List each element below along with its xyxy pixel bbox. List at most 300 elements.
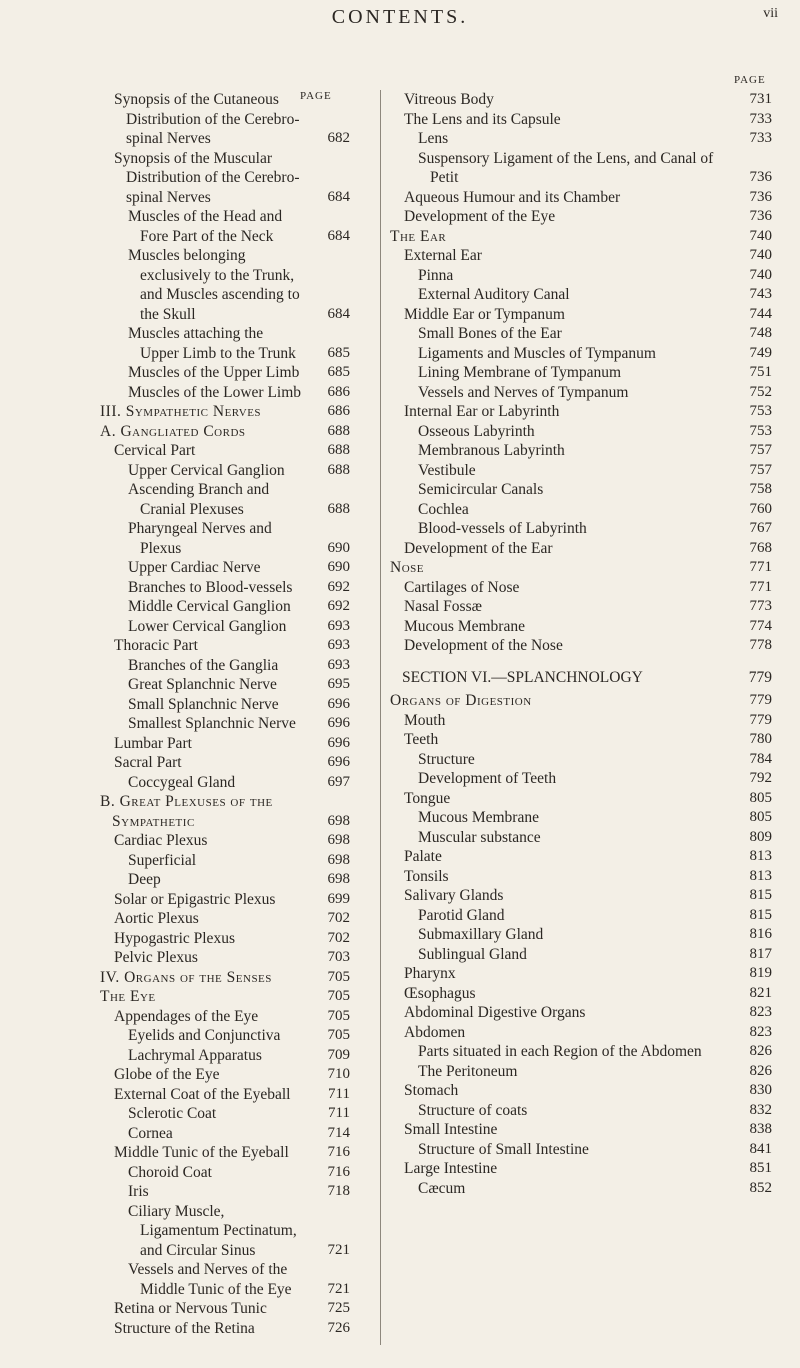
toc-entry-page: 696 <box>327 715 350 731</box>
toc-entry-title: Iris <box>128 1183 149 1200</box>
toc-entry-page: 721 <box>327 1241 350 1258</box>
toc-entry-page: 740 <box>749 266 772 283</box>
toc-entry-page: 690 <box>327 559 350 575</box>
toc-entry <box>112 480 350 519</box>
toc-entry-title: A. Gangliated Cords <box>100 422 246 440</box>
toc-entry-title: Retina or Nervous Tunic <box>114 1300 267 1317</box>
toc-entry-page: 684 <box>327 227 350 244</box>
toc-entry-title: Membranous Labyrinth <box>418 442 565 459</box>
toc-entry-page: 685 <box>327 344 350 361</box>
toc-entry <box>100 402 350 422</box>
toc-entry-page: 832 <box>749 1101 772 1118</box>
toc-entry <box>402 539 772 559</box>
toc-entry-title: Branches of the Ganglia <box>128 656 279 674</box>
toc-entry-page: 751 <box>749 364 772 380</box>
toc-entry-page: 688 <box>327 442 350 458</box>
toc-entry-page: 757 <box>749 442 772 458</box>
toc-entry-page: 780 <box>749 731 772 747</box>
toc-entry-title: Sclerotic Coat <box>128 1105 217 1122</box>
toc-entry-title: Lining Membrane of Tympanum <box>418 364 622 381</box>
toc-entry-title: Upper Cervical Ganglion <box>128 461 285 479</box>
toc-entry <box>402 711 772 731</box>
toc-entry-title: Cæcum <box>418 1179 466 1197</box>
toc-entry-page: 779 <box>749 711 772 728</box>
toc-entry <box>112 324 350 363</box>
page-column-label-right: PAGE <box>734 74 766 86</box>
toc-entry-page: 819 <box>749 965 772 981</box>
toc-entry <box>112 1319 350 1339</box>
toc-entry-title: Osseous Labyrinth <box>418 422 535 440</box>
toc-entry-title: Appendages of the Eye <box>114 1007 259 1025</box>
toc-entry-page: 688 <box>327 500 350 517</box>
toc-entry <box>112 617 350 637</box>
toc-entry <box>112 929 350 949</box>
toc-entry <box>100 987 350 1007</box>
toc-entry <box>402 207 772 227</box>
toc-entry-page: 815 <box>749 906 772 923</box>
toc-entry-title: Cartilages of Nose <box>404 578 520 596</box>
toc-entry-page: 805 <box>749 789 772 806</box>
toc-entry-title: The Eye <box>100 988 156 1005</box>
toc-entry-title: Submaxillary Gland <box>418 926 544 943</box>
toc-entry-page: 792 <box>749 770 772 786</box>
toc-entry-page: 826 <box>749 1062 772 1079</box>
toc-entry-title: Mucous Membrane <box>418 809 539 826</box>
toc-entry-title: Muscles of the Upper Limb <box>128 364 300 381</box>
toc-entry <box>100 422 350 442</box>
toc-entry-title: The Peritoneum <box>418 1062 518 1080</box>
toc-entry-title: III. Sympathetic Nerves <box>100 403 262 420</box>
toc-entry-page: 767 <box>749 520 772 536</box>
toc-entry-page: 705 <box>327 968 350 985</box>
toc-entry <box>112 461 350 481</box>
toc-entry <box>402 441 772 461</box>
toc-entry-title: Superficial <box>128 851 197 869</box>
toc-entry <box>402 1179 772 1199</box>
toc-entry-title: External Ear <box>404 247 482 264</box>
toc-entry-page: 718 <box>327 1183 350 1199</box>
toc-entry-title: Pinna <box>418 266 454 284</box>
toc-entry <box>112 714 350 734</box>
toc-entry-page: 731 <box>749 91 772 107</box>
toc-entry <box>112 890 350 910</box>
toc-entry-title: Parotid Gland <box>418 906 505 924</box>
toc-entry <box>112 597 350 617</box>
toc-entry <box>402 422 772 442</box>
toc-entry-page: 684 <box>327 305 350 322</box>
toc-entry-title: Vessels and Nerves of Tympanum <box>418 383 629 401</box>
toc-entry <box>402 789 772 809</box>
toc-entry-title: Sublingual Gland <box>418 945 527 963</box>
toc-entry-page: 714 <box>327 1124 350 1141</box>
toc-entry-title: Lens <box>418 130 449 147</box>
toc-entry <box>402 964 772 984</box>
toc-entry <box>112 519 350 558</box>
toc-entry-page: 838 <box>749 1121 772 1137</box>
toc-entry <box>112 753 350 773</box>
toc-entry-page: 821 <box>749 984 772 1001</box>
toc-entry-title: Stomach <box>404 1082 459 1099</box>
toc-entry-page: 736 <box>749 208 772 224</box>
toc-entry-page: 702 <box>327 910 350 926</box>
toc-entry-page: 696 <box>327 695 350 712</box>
toc-left-column <box>100 90 350 1338</box>
toc-entry <box>402 906 772 926</box>
toc-entry <box>112 1182 350 1202</box>
toc-entry-page: 823 <box>749 1004 772 1020</box>
toc-entry <box>402 984 772 1004</box>
page-column-label-left: PAGE <box>300 90 332 102</box>
toc-entry-title: Vessels and Nerves of the Middle Tunic of the Eye <box>128 1261 292 1298</box>
toc-entry <box>402 1159 772 1179</box>
toc-entry <box>112 1085 350 1105</box>
toc-entry-title: Small Splanchnic Nerve <box>128 695 279 713</box>
toc-entry-title: Ascending Branch and Cranial Plexuses <box>128 481 270 518</box>
toc-entry <box>402 597 772 617</box>
column-divider <box>380 90 381 1345</box>
toc-entry-page: 726 <box>327 1319 350 1336</box>
toc-entry-page: 773 <box>749 598 772 614</box>
toc-entry-page: 779 <box>749 692 772 708</box>
toc-entry-page: 688 <box>327 461 350 478</box>
toc-entry-page: 809 <box>749 828 772 845</box>
toc-entry-title: The Lens and its Capsule <box>404 110 561 128</box>
toc-entry-title: Synopsis of the Muscular Distribution of the Cerebro-spinal Nerves <box>114 149 300 206</box>
toc-entry-page: 725 <box>327 1300 350 1316</box>
toc-entry-page: 721 <box>327 1280 350 1297</box>
toc-entry-title: Mouth <box>404 711 446 729</box>
toc-entry-title: Vestibule <box>418 461 476 479</box>
toc-entry-page: 749 <box>749 344 772 361</box>
toc-entry <box>402 847 772 867</box>
toc-entry-page: 695 <box>327 676 350 692</box>
toc-entry-title: Structure <box>418 750 475 768</box>
toc-entry-title: External Coat of the Eyeball <box>114 1085 291 1103</box>
toc-entry <box>390 558 772 578</box>
toc-entry-title: Semicircular Canals <box>418 481 544 498</box>
toc-entry-title: Muscles belonging exclusively to the Trunk, and Muscles ascending to the Skull <box>128 247 300 323</box>
toc-entry-page: 743 <box>749 286 772 302</box>
toc-entry-title: Small Intestine <box>404 1121 498 1138</box>
toc-entry-title: Abdomen <box>404 1023 466 1041</box>
toc-entry-page: 852 <box>749 1179 772 1196</box>
toc-entry-page: 716 <box>327 1163 350 1180</box>
toc-entry <box>402 110 772 130</box>
toc-entry-title: Coccygeal Gland <box>128 773 236 791</box>
toc-entry <box>112 948 350 968</box>
toc-entry <box>112 246 350 324</box>
toc-entry-page: 841 <box>749 1140 772 1157</box>
toc-entry <box>112 1065 350 1085</box>
toc-entry-title: Development of the Nose <box>404 637 563 654</box>
toc-entry-title: Solar or Epigastric Plexus <box>114 890 276 908</box>
toc-entry-title: Large Intestine <box>404 1160 498 1177</box>
toc-entry-page: 703 <box>327 949 350 965</box>
toc-entry <box>402 1042 772 1062</box>
toc-entry-page: 709 <box>327 1046 350 1063</box>
toc-entry <box>402 149 772 188</box>
toc-entry <box>402 808 772 828</box>
toc-entry <box>402 1023 772 1043</box>
toc-entry <box>112 734 350 754</box>
toc-entry-page: 705 <box>327 988 350 1004</box>
toc-entry-page: 692 <box>327 578 350 595</box>
toc-entry-title: Palate <box>404 848 442 865</box>
toc-entry-title: Muscles attaching the Upper Limb to the Trunk <box>128 325 296 362</box>
toc-entry-page: 830 <box>749 1082 772 1098</box>
toc-entry-title: Pharyngeal Nerves and Plexus <box>128 520 272 557</box>
toc-entry-title: Lumbar Part <box>114 734 192 752</box>
toc-entry-title: Mucous Membrane <box>404 617 525 635</box>
toc-entry <box>112 1124 350 1144</box>
toc-entry-title: Lower Cervical Ganglion <box>128 617 287 635</box>
toc-entry-page: 817 <box>749 945 772 962</box>
toc-entry-page: 688 <box>327 422 350 439</box>
toc-entry-page: 696 <box>327 734 350 751</box>
toc-entry <box>112 870 350 890</box>
toc-entry <box>112 383 350 403</box>
toc-entry-page: 697 <box>327 773 350 790</box>
toc-entry-title: Sacral Part <box>114 754 182 771</box>
toc-entry-page: 699 <box>327 890 350 907</box>
toc-entry <box>402 188 772 208</box>
toc-entry <box>402 363 772 383</box>
toc-entry <box>112 578 350 598</box>
toc-entry-title: Thoracic Part <box>114 637 198 654</box>
toc-entry-title: Structure of Small Intestine <box>418 1140 589 1158</box>
toc-entry <box>112 656 350 676</box>
toc-entry <box>402 867 772 887</box>
toc-entry <box>112 149 350 208</box>
toc-entry <box>112 1046 350 1066</box>
toc-entry-page: 705 <box>327 1007 350 1024</box>
toc-entry-page: 771 <box>749 559 772 575</box>
toc-entry <box>402 305 772 325</box>
toc-entry-title: External Auditory Canal <box>418 286 570 303</box>
toc-entry-title: Middle Tunic of the Eyeball <box>114 1144 289 1161</box>
toc-entry <box>112 1007 350 1027</box>
toc-entry-page: 736 <box>749 188 772 205</box>
toc-entry <box>402 636 772 656</box>
toc-entry <box>402 769 772 789</box>
toc-entry-page: 771 <box>749 578 772 595</box>
toc-entry <box>112 1104 350 1124</box>
toc-entry-page: 698 <box>327 832 350 848</box>
toc-entry-page: 757 <box>749 461 772 478</box>
toc-entry-title: Muscular substance <box>418 828 541 846</box>
page-header <box>0 0 800 40</box>
toc-entry-page: 705 <box>327 1027 350 1043</box>
toc-entry <box>112 851 350 871</box>
toc-entry-page: 815 <box>749 887 772 903</box>
toc-entry-title: Great Splanchnic Nerve <box>128 676 277 693</box>
toc-entry <box>402 519 772 539</box>
toc-entry-page: 826 <box>749 1043 772 1059</box>
toc-entry-title: Eyelids and Conjunctiva <box>128 1027 281 1044</box>
toc-entry-title: Pelvic Plexus <box>114 949 198 966</box>
toc-entry <box>112 1299 350 1319</box>
toc-entry <box>390 691 772 711</box>
toc-entry <box>402 461 772 481</box>
toc-entry-page: 692 <box>327 598 350 614</box>
toc-entry <box>402 578 772 598</box>
toc-entry-page: 805 <box>749 809 772 825</box>
toc-entry <box>402 129 772 149</box>
toc-entry-title: Nasal Fossæ <box>404 598 482 615</box>
toc-entry-title: Cornea <box>128 1124 173 1142</box>
toc-entry-page: 733 <box>749 130 772 146</box>
toc-entry-title: Structure of coats <box>418 1101 528 1119</box>
toc-entry-page: 733 <box>749 110 772 127</box>
toc-entry-title: Synopsis of the Cutaneous Distribution of the Cerebro-spinal Nerves <box>114 91 300 147</box>
toc-entry-page: 686 <box>327 383 350 400</box>
toc-entry <box>402 90 772 110</box>
toc-entry <box>402 750 772 770</box>
toc-entry-title: Muscles of the Head and Fore Part of the Neck <box>128 208 283 245</box>
toc-entry-title: Ciliary Muscle, Ligamentum Pectinatum, and Circular Sinus <box>128 1202 297 1259</box>
toc-entry <box>402 344 772 364</box>
toc-entry <box>112 1202 350 1261</box>
toc-entry <box>402 1140 772 1160</box>
toc-entry-title: Cochlea <box>418 500 469 518</box>
toc-entry <box>112 90 350 149</box>
toc-entry <box>402 500 772 520</box>
toc-entry-page: 816 <box>749 926 772 942</box>
toc-entry-title: Salivary Glands <box>404 887 504 904</box>
toc-entry-title: Development of the Ear <box>404 539 553 557</box>
toc-entry-page: 693 <box>327 637 350 653</box>
toc-entry <box>100 792 350 831</box>
toc-entry-title: Deep <box>128 871 161 888</box>
toc-entry-page: 779 <box>748 668 772 686</box>
toc-entry-title: Development of the Eye <box>404 208 556 225</box>
toc-entry <box>112 1260 350 1299</box>
toc-entry <box>402 945 772 965</box>
toc-entry-page: 784 <box>749 750 772 767</box>
toc-entry-title: Blood-vessels of Labyrinth <box>418 520 587 537</box>
toc-entry-page: 813 <box>749 867 772 884</box>
toc-entry <box>402 285 772 305</box>
toc-entry <box>402 617 772 637</box>
toc-entry-page: 685 <box>327 364 350 380</box>
toc-entry-page: 768 <box>749 539 772 556</box>
toc-entry-title: Organs of Digestion <box>390 692 532 709</box>
toc-entry <box>112 831 350 851</box>
toc-entry-title: Muscles of the Lower Limb <box>128 383 302 401</box>
toc-entry-page: 748 <box>749 325 772 341</box>
toc-entry-title: Vitreous Body <box>404 91 494 108</box>
toc-entry <box>402 480 772 500</box>
toc-entry <box>112 363 350 383</box>
toc-right-column <box>390 90 772 1198</box>
toc-entry <box>112 207 350 246</box>
toc-entry-title: Hypogastric Plexus <box>114 929 235 947</box>
toc-entry <box>402 383 772 403</box>
toc-entry <box>112 695 350 715</box>
toc-entry-page: 686 <box>327 403 350 419</box>
toc-entry-page: 753 <box>749 422 772 439</box>
toc-entry-title: Pharynx <box>404 965 456 982</box>
toc-entry <box>402 1062 772 1082</box>
toc-entry-title: Middle Ear or Tympanum <box>404 305 565 323</box>
toc-entry-title: B. Great Plexuses of the Sympathetic <box>100 793 273 830</box>
toc-entry-title: Upper Cardiac Nerve <box>128 559 261 576</box>
toc-entry <box>100 968 350 988</box>
toc-entry-title: Aortic Plexus <box>114 910 199 927</box>
toc-entry <box>402 246 772 266</box>
toc-entry-page: 758 <box>749 481 772 497</box>
toc-entry <box>402 1120 772 1140</box>
toc-entry-page: 690 <box>327 539 350 556</box>
toc-entry-title: Tonsils <box>404 867 449 885</box>
toc-entry-page: 760 <box>749 500 772 517</box>
toc-entry-page: 711 <box>328 1105 350 1121</box>
toc-entry-title: Middle Cervical Ganglion <box>128 598 291 615</box>
toc-entry-page: 693 <box>327 656 350 673</box>
toc-entry <box>112 675 350 695</box>
toc-entry-title: Globe of the Eye <box>114 1066 220 1083</box>
toc-entry <box>112 1163 350 1183</box>
toc-entry-title: Abdominal Digestive Organs <box>404 1004 586 1021</box>
toc-entry-page: 823 <box>749 1023 772 1040</box>
toc-entry-title: Choroid Coat <box>128 1163 212 1181</box>
toc-entry <box>112 909 350 929</box>
toc-entry-title: Development of Teeth <box>418 770 557 787</box>
toc-entry <box>390 227 772 247</box>
toc-entry-page: 752 <box>749 383 772 400</box>
toc-entry-page: 710 <box>327 1066 350 1082</box>
toc-entry-title: Small Bones of the Ear <box>418 325 562 342</box>
toc-entry <box>402 266 772 286</box>
toc-entry-page: 696 <box>327 754 350 770</box>
toc-entry-title: IV. Organs of the Senses <box>100 968 272 986</box>
toc-entry <box>402 1081 772 1101</box>
toc-entry-page: 774 <box>749 617 772 634</box>
toc-entry-title: Cardiac Plexus <box>114 832 208 849</box>
toc-entry <box>402 1101 772 1121</box>
toc-entry <box>112 773 350 793</box>
toc-entry-title: Aqueous Humour and its Chamber <box>404 188 621 206</box>
toc-entry <box>112 441 350 461</box>
toc-entry-title: Œsophagus <box>404 984 476 1002</box>
toc-entry-page: 698 <box>327 812 350 829</box>
toc-entry-title: Tongue <box>404 789 451 807</box>
toc-entry-page: 693 <box>327 617 350 634</box>
toc-entry <box>112 636 350 656</box>
toc-entry <box>112 1143 350 1163</box>
toc-entry-page: 716 <box>327 1144 350 1160</box>
toc-entry-page: 702 <box>327 929 350 946</box>
toc-entry-title: Lachrymal Apparatus <box>128 1046 262 1064</box>
toc-entry <box>402 925 772 945</box>
toc-entry <box>112 1026 350 1046</box>
toc-entry-page: 813 <box>749 848 772 864</box>
toc-entry-page: 736 <box>749 169 772 185</box>
toc-entry-title: The Ear <box>390 227 447 245</box>
toc-entry-title: SECTION VI.—SPLANCHNOLOGY <box>402 668 643 686</box>
toc-entry-page: 740 <box>749 247 772 263</box>
toc-entry <box>402 1003 772 1023</box>
toc-entry-page: 851 <box>749 1160 772 1176</box>
page-title: CONTENTS. <box>331 6 469 28</box>
toc-entry <box>402 402 772 422</box>
toc-entry-title: Teeth <box>404 731 439 748</box>
toc-entry-title: Branches to Blood-vessels <box>128 578 293 596</box>
toc-entry-title: Structure of the Retina <box>114 1319 255 1337</box>
toc-entry-title: Ligaments and Muscles of Tympanum <box>418 344 656 362</box>
section-heading <box>402 668 772 688</box>
toc-entry-title: Internal Ear or Labyrinth <box>404 403 560 420</box>
